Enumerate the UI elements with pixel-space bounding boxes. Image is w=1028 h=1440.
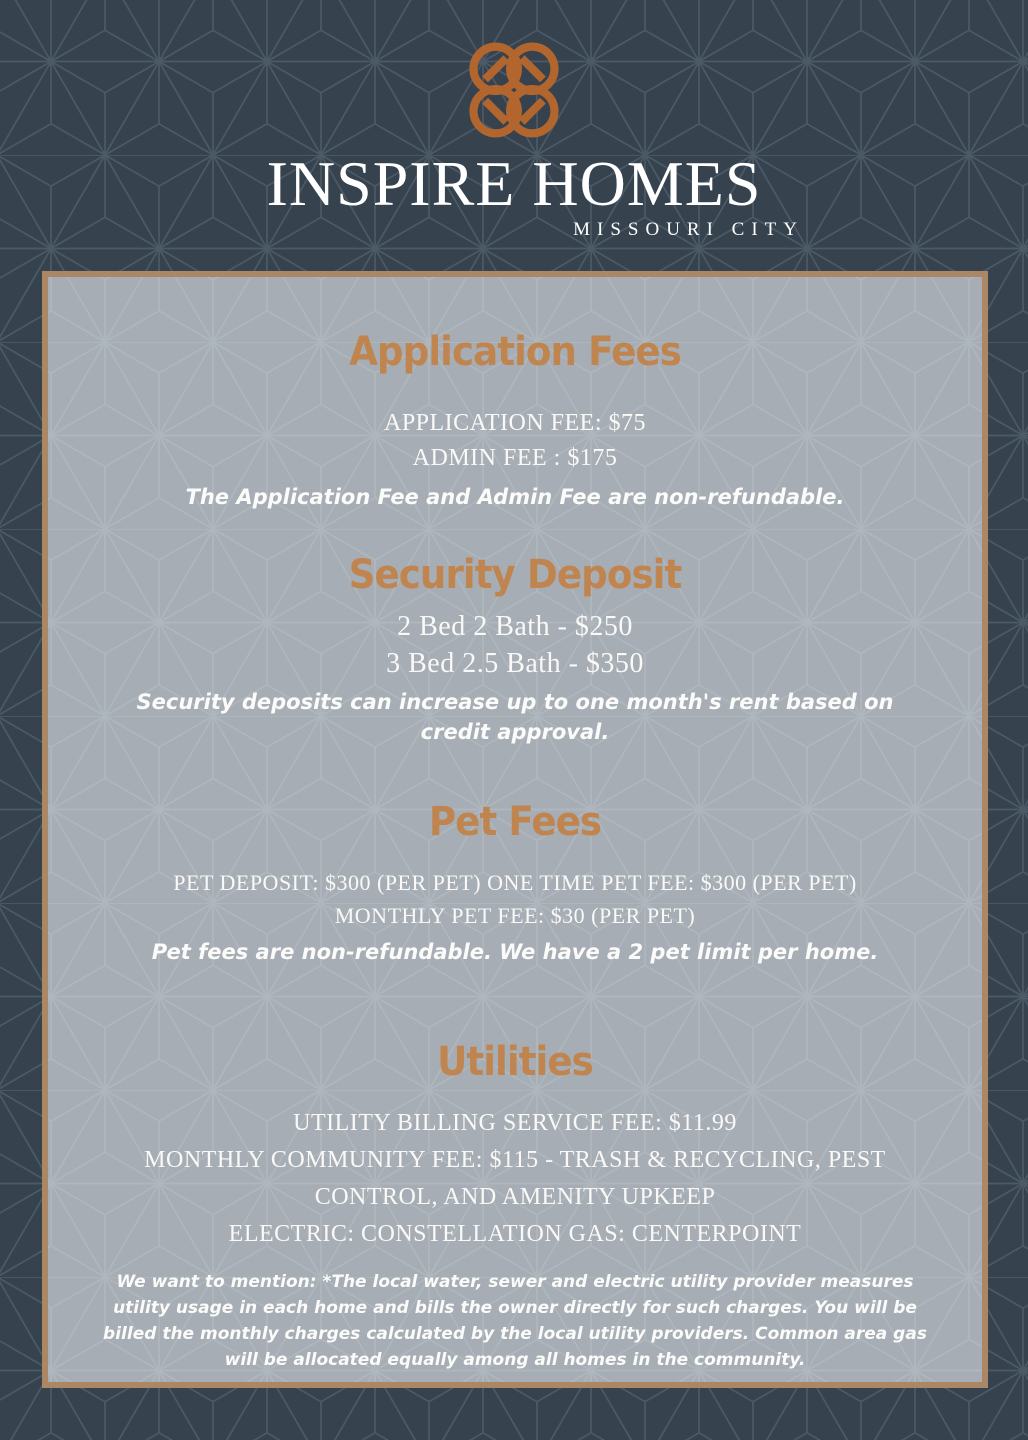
fee-line: 2 Bed 2 Bath - $250 xyxy=(397,611,633,642)
utilities-lines xyxy=(93,1105,938,1253)
section-title-utilities: Utilities xyxy=(437,1039,593,1085)
fee-line: ELECTRIC: CONSTELLATION GAS: CENTERPOINT xyxy=(228,1221,802,1247)
fee-line: APPLICATION FEE: $75 xyxy=(383,410,646,436)
brand-subtitle: MISSOURI CITY xyxy=(573,219,804,240)
brand-title: INSPIRE HOMES xyxy=(266,148,762,219)
fee-line: PET DEPOSIT: $300 (PER PET) ONE TIME PET FEE: $300 (PER PET) xyxy=(173,870,857,895)
fee-line: UTILITY BILLING SERVICE FEE: $11.99 xyxy=(293,1110,737,1136)
pet-fees-note: Pet fees are non-refundable. We have a 2 pet limit per home. xyxy=(151,940,879,964)
application-fees-lines xyxy=(48,406,982,476)
fee-line: ADMIN FEE : $175 xyxy=(412,445,618,471)
security-deposit-note: Security deposits can increase up to one month's rent based on credit approval. xyxy=(136,690,894,744)
section-title-pet-fees: Pet Fees xyxy=(428,799,602,845)
footer-disclaimer: We want to mention: *The local water, sewer and electric utility provider measures utility usage in each home and bills the owner directly for such charges. You will be billed the monthly charges calculated by the local utility providers. Common area gas will be allocated equally among all homes in the community. xyxy=(103,1272,927,1370)
pet-fees-lines xyxy=(48,866,982,932)
security-deposit-lines xyxy=(48,608,982,682)
fee-line: MONTHLY PET FEE: $30 (PER PET) xyxy=(334,903,696,928)
fees-panel xyxy=(42,271,988,1388)
fee-line: MONTHLY COMMUNITY FEE: $115 - TRASH & RECYCLING, PEST CONTROL, AND AMENITY UPKEEP xyxy=(144,1147,886,1210)
brand-header xyxy=(0,0,1028,241)
celtic-knot-logo-icon xyxy=(461,36,567,144)
section-title-application-fees: Application Fees xyxy=(349,329,681,375)
section-title-security-deposit: Security Deposit xyxy=(348,552,682,598)
fee-line: 3 Bed 2.5 Bath - $350 xyxy=(386,648,644,679)
application-fees-note: The Application Fee and Admin Fee are non-refundable. xyxy=(185,485,845,509)
